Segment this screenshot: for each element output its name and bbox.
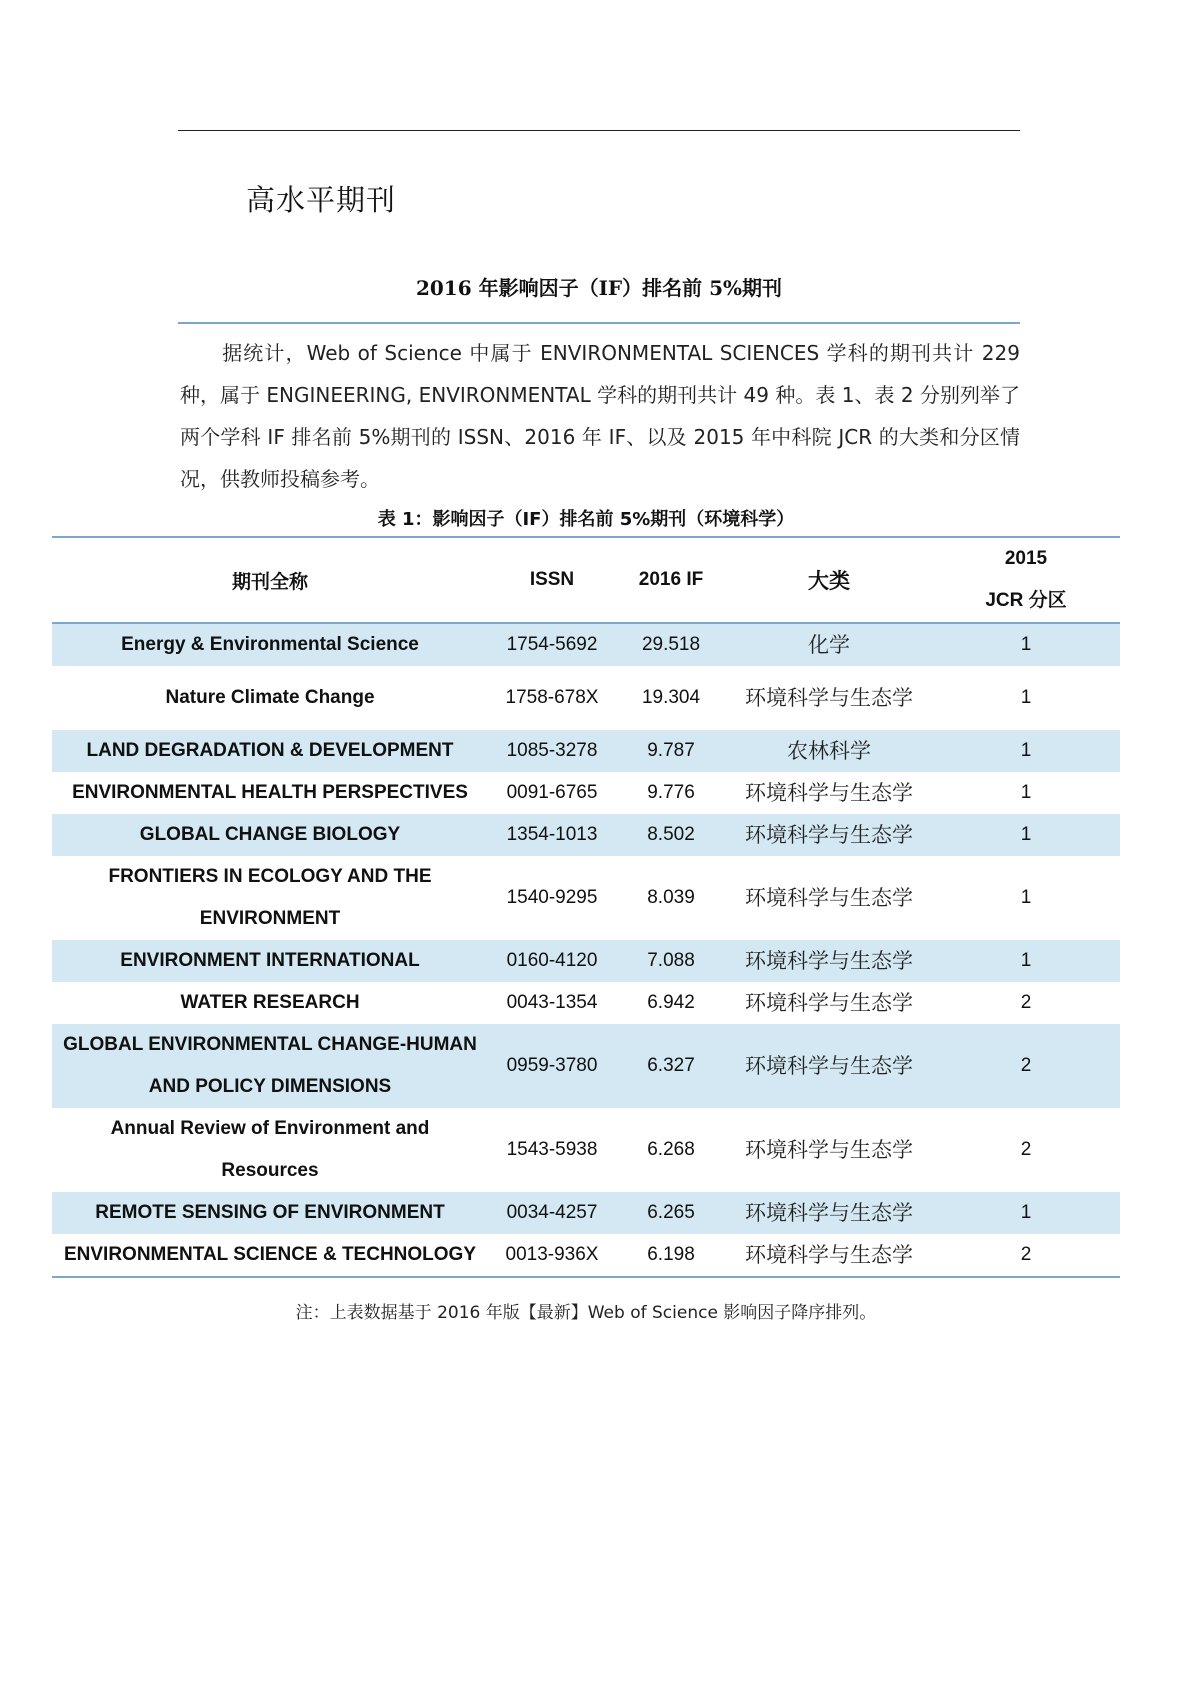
table-row (52, 730, 1120, 772)
header-jcr-year: 2015 (1004, 548, 1048, 569)
table-row (52, 623, 1120, 666)
jcr-zone-cell: 1 (1020, 887, 1032, 908)
impact-factor-cell: 8.502 (616, 814, 726, 856)
issn-cell: 1543-5938 (506, 1139, 598, 1160)
issn-cell: 0043-1354 (506, 992, 598, 1013)
journal-name-cell: Energy & Environmental Science (52, 623, 488, 666)
category-cell: 环境科学与生态学 (726, 940, 932, 982)
header-rule (178, 130, 1020, 131)
issn-cell: 0034-4257 (488, 1192, 616, 1234)
journal-name-cell: FRONTIERS IN ECOLOGY AND THE ENVIRONMENT (108, 866, 432, 929)
issn-cell: 1354-1013 (488, 814, 616, 856)
jcr-zone-cell: 1 (1020, 782, 1032, 803)
table-caption: 表 1：影响因子（IF）排名前 5%期刊（环境科学） (377, 509, 795, 530)
category-cell: 化学 (726, 623, 932, 666)
category-cell: 环境科学与生态学 (745, 1138, 913, 1162)
impact-factor-cell: 19.304 (641, 687, 701, 708)
issn-cell: 1754-5692 (488, 623, 616, 666)
issn-cell: 1085-3278 (488, 730, 616, 772)
table-row (52, 1108, 1120, 1192)
impact-factor-cell: 29.518 (616, 623, 726, 666)
journal-name-cell: ENVIRONMENT INTERNATIONAL (52, 940, 488, 982)
table-row (52, 772, 1120, 814)
journal-name-cell: REMOTE SENSING OF ENVIRONMENT (52, 1192, 488, 1234)
category-cell: 环境科学与生态学 (745, 991, 913, 1015)
jcr-zone-cell: 1 (932, 814, 1120, 856)
impact-factor-cell: 7.088 (616, 940, 726, 982)
impact-factor-cell: 8.039 (647, 887, 695, 908)
section-title: 2016 年影响因子（IF）排名前 5%期刊 (415, 276, 783, 300)
table-header-row (52, 537, 1120, 623)
jcr-zone-cell: 1 (932, 623, 1120, 666)
section-title-rule (178, 322, 1020, 324)
impact-factor-cell: 9.776 (647, 782, 695, 803)
journal-table-container (52, 536, 1120, 1278)
journal-name-cell: LAND DEGRADATION & DEVELOPMENT (52, 730, 488, 772)
category-cell: 环境科学与生态学 (726, 814, 932, 856)
journal-name-cell: WATER RESEARCH (180, 992, 360, 1013)
table-body (52, 623, 1120, 1277)
category-cell: 环境科学与生态学 (745, 1243, 913, 1267)
header-issn: ISSN (529, 569, 575, 590)
journal-name-cell: GLOBAL ENVIRONMENTAL CHANGE-HUMAN AND POLICY DIMENSIONS (52, 1024, 488, 1108)
table-row (52, 1024, 1120, 1108)
journal-name-cell: ENVIRONMENTAL SCIENCE & TECHNOLOGY (63, 1244, 477, 1265)
jcr-zone-cell: 1 (932, 940, 1120, 982)
header-journal-name: 期刊全称 (231, 571, 308, 593)
table-row (52, 982, 1120, 1024)
issn-cell: 0013-936X (505, 1244, 599, 1265)
page-heading: 高水平期刊 (246, 183, 397, 217)
jcr-zone-cell: 2 (1020, 1139, 1032, 1160)
header-impact-factor: 2016 IF (638, 569, 704, 590)
table-row (52, 1234, 1120, 1277)
issn-cell: 0091-6765 (506, 782, 598, 803)
impact-factor-cell: 6.268 (647, 1139, 695, 1160)
category-cell: 环境科学与生态学 (726, 1024, 932, 1108)
table-footnote: 注：上表数据基于 2016 年版【最新】Web of Science 影响因子降序排列。 (295, 1303, 877, 1323)
journal-name-cell: GLOBAL CHANGE BIOLOGY (52, 814, 488, 856)
category-cell: 农林科学 (726, 730, 932, 772)
jcr-zone-cell: 2 (1020, 992, 1032, 1013)
impact-factor-cell: 6.942 (647, 992, 695, 1013)
issn-cell: 1540-9295 (506, 887, 598, 908)
intro-paragraph: 据统计，Web of Science 中属于 ENVIRONMENTAL SCIENCES 学科的期刊共计 229 种，属于 ENGINEERING, ENVIRONMENTAL 学科的期刊共计 49 种。表 1、表 2 分别列举了两个学科 IF 排名前 5%期刊的 ISSN、2016 年 IF、以及 2015 年中科院 JCR 的大类和分区情况，供教师投稿参考。 (180, 341, 1020, 491)
impact-factor-cell: 9.787 (616, 730, 726, 772)
table-row (52, 1192, 1120, 1234)
header-jcr-zone (932, 537, 1120, 623)
journal-table (52, 536, 1120, 1278)
impact-factor-cell: 6.327 (616, 1024, 726, 1108)
header-jcr-label: JCR 分区 (985, 590, 1067, 611)
impact-factor-cell: 6.198 (647, 1244, 695, 1265)
issn-cell: 0959-3780 (488, 1024, 616, 1108)
category-cell: 环境科学与生态学 (726, 1192, 932, 1234)
jcr-zone-cell: 1 (1020, 687, 1032, 708)
impact-factor-cell: 6.265 (616, 1192, 726, 1234)
category-cell: 环境科学与生态学 (745, 686, 913, 710)
issn-cell: 0160-4120 (488, 940, 616, 982)
header-category: 大类 (808, 568, 850, 593)
jcr-zone-cell: 1 (932, 1192, 1120, 1234)
jcr-zone-cell: 2 (1020, 1244, 1032, 1265)
journal-name-cell: Nature Climate Change (165, 687, 375, 708)
table-row (52, 814, 1120, 856)
table-row (52, 940, 1120, 982)
category-cell: 环境科学与生态学 (745, 781, 913, 805)
category-cell: 环境科学与生态学 (745, 886, 913, 910)
issn-cell: 1758-678X (505, 687, 599, 708)
table-row (52, 666, 1120, 730)
jcr-zone-cell: 2 (932, 1024, 1120, 1108)
table-row (52, 856, 1120, 940)
journal-name-cell: ENVIRONMENTAL HEALTH PERSPECTIVES (72, 782, 468, 803)
journal-name-cell: Annual Review of Environment and Resources (110, 1118, 430, 1181)
jcr-zone-cell: 1 (932, 730, 1120, 772)
